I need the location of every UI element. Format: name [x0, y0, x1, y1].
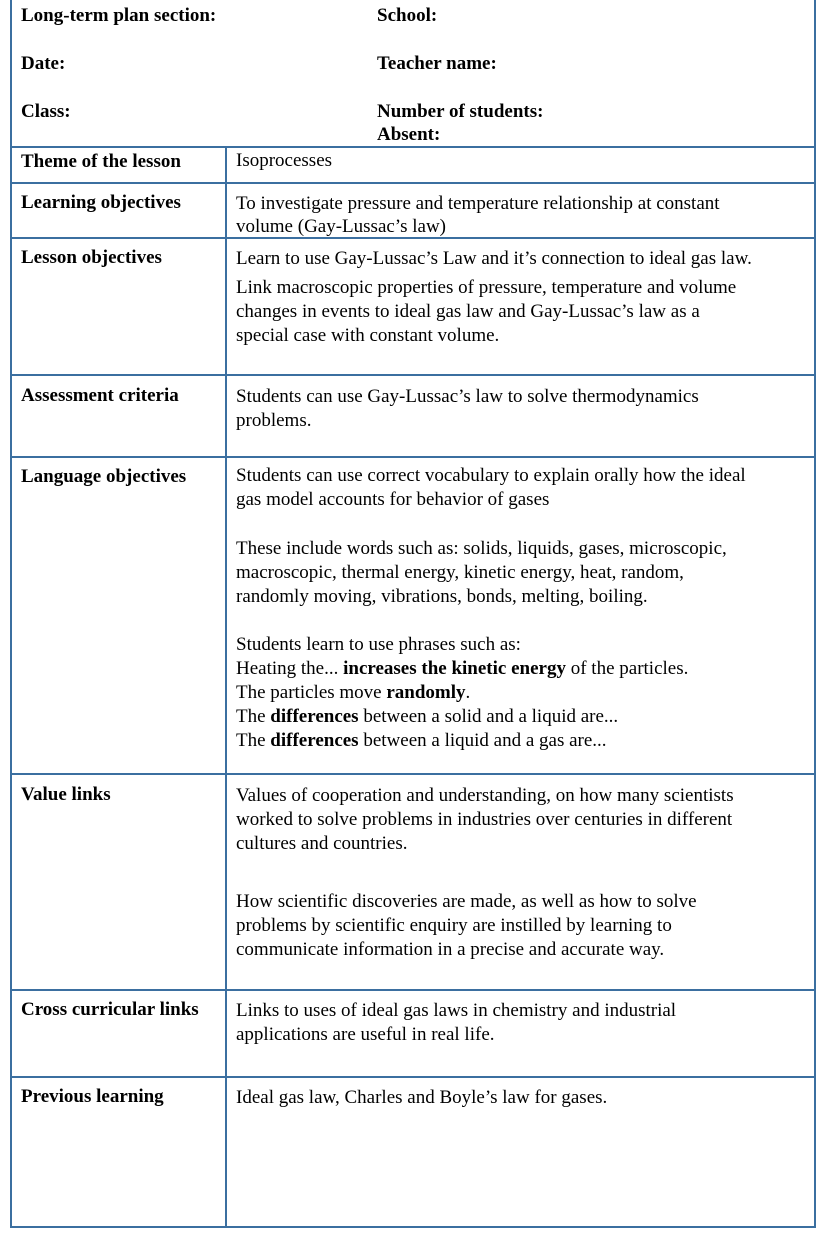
row-divider	[10, 989, 816, 991]
theme-label: Theme of the lesson	[21, 151, 181, 172]
phrase-text: between a solid and a liquid are...	[358, 706, 619, 727]
row-divider	[10, 374, 816, 376]
learning-objectives-text: volume (Gay-Lussac’s law)	[236, 216, 446, 237]
row-divider	[10, 773, 816, 775]
assessment-criteria-text: Students can use Gay-Lussac’s law to solve thermodynamics	[236, 386, 699, 407]
language-objectives-text: Students can use correct vocabulary to explain orally how the ideal	[236, 465, 746, 486]
phrase-text: Heating the...	[236, 658, 344, 679]
phrase-text: The	[236, 706, 271, 727]
phrase-bold: differences	[270, 706, 359, 727]
value-links-text: communicate information in a precise and accurate way.	[236, 939, 665, 960]
value-links-text: worked to solve problems in industries over centuries in different	[236, 809, 733, 830]
language-objectives-label: Language objectives	[21, 466, 187, 487]
lesson-objectives-text: special case with constant volume.	[236, 325, 500, 346]
row-divider	[10, 1076, 816, 1078]
phrase-line	[236, 729, 607, 753]
value-links-text: cultures and countries.	[236, 833, 408, 854]
value-links-text: Values of cooperation and understanding, on how many scientists	[236, 785, 734, 806]
phrase-text: of the particles.	[565, 658, 689, 679]
phrase-text: The	[236, 730, 271, 751]
cross-curricular-text: Links to uses of ideal gas laws in chemistry and industrial	[236, 1000, 677, 1021]
assessment-criteria-label: Assessment criteria	[21, 385, 179, 406]
number-of-students-label: Number of students:	[377, 101, 544, 122]
cross-curricular-text: applications are useful in real life.	[236, 1024, 495, 1045]
teacher-name-label: Teacher name:	[377, 53, 497, 74]
language-objectives-text: These include words such as: solids, liquids, gases, microscopic,	[236, 538, 727, 559]
phrase-bold: increases the kinetic energy	[343, 658, 566, 679]
lesson-objectives-text: Link macroscopic properties of pressure, temperature and volume	[236, 277, 737, 298]
value-links-text: problems by scientific enquiry are instilled by learning to	[236, 915, 672, 936]
language-objectives-text: gas model accounts for behavior of gases	[236, 489, 550, 510]
column-divider	[225, 147, 227, 1228]
lesson-objectives-text: Learn to use Gay-Lussac’s Law and it’s connection to ideal gas law.	[236, 248, 752, 269]
theme-value: Isoprocesses	[236, 150, 333, 171]
learning-objectives-label: Learning objectives	[21, 192, 181, 213]
value-links-text: How scientific discoveries are made, as well as how to solve	[236, 891, 697, 912]
phrase-line	[236, 657, 688, 681]
language-objectives-text: Students learn to use phrases such as:	[236, 634, 521, 655]
table-border-bottom	[10, 1226, 816, 1228]
lesson-objectives-text: changes in events to ideal gas law and Gay-Lussac’s law as a	[236, 301, 700, 322]
phrase-bold: randomly	[386, 682, 466, 703]
previous-learning-label: Previous learning	[21, 1086, 164, 1107]
row-divider	[10, 456, 816, 458]
assessment-criteria-text: problems.	[236, 410, 312, 431]
row-divider	[10, 182, 816, 184]
lesson-objectives-label: Lesson objectives	[21, 247, 162, 268]
phrase-line	[236, 681, 470, 705]
previous-learning-text: Ideal gas law, Charles and Boyle’s law for gases.	[236, 1087, 608, 1108]
phrase-text: .	[465, 682, 471, 703]
absent-label: Absent:	[377, 124, 441, 145]
phrase-text: between a liquid and a gas are...	[358, 730, 607, 751]
learning-objectives-text: To investigate pressure and temperature relationship at constant	[236, 193, 720, 214]
table-border-left	[10, 0, 12, 1228]
phrase-bold: differences	[270, 730, 359, 751]
school-label: School:	[377, 5, 438, 26]
cross-curricular-label: Cross curricular links	[21, 999, 199, 1020]
date-label: Date:	[21, 53, 66, 74]
phrase-text: The particles move	[236, 682, 387, 703]
language-objectives-text: macroscopic, thermal energy, kinetic energy, heat, random,	[236, 562, 684, 583]
phrase-line	[236, 705, 618, 729]
long-term-plan-label: Long-term plan section:	[21, 5, 217, 26]
language-objectives-text: randomly moving, vibrations, bonds, melting, boiling.	[236, 586, 648, 607]
class-label: Class:	[21, 101, 71, 122]
value-links-label: Value links	[21, 784, 111, 805]
